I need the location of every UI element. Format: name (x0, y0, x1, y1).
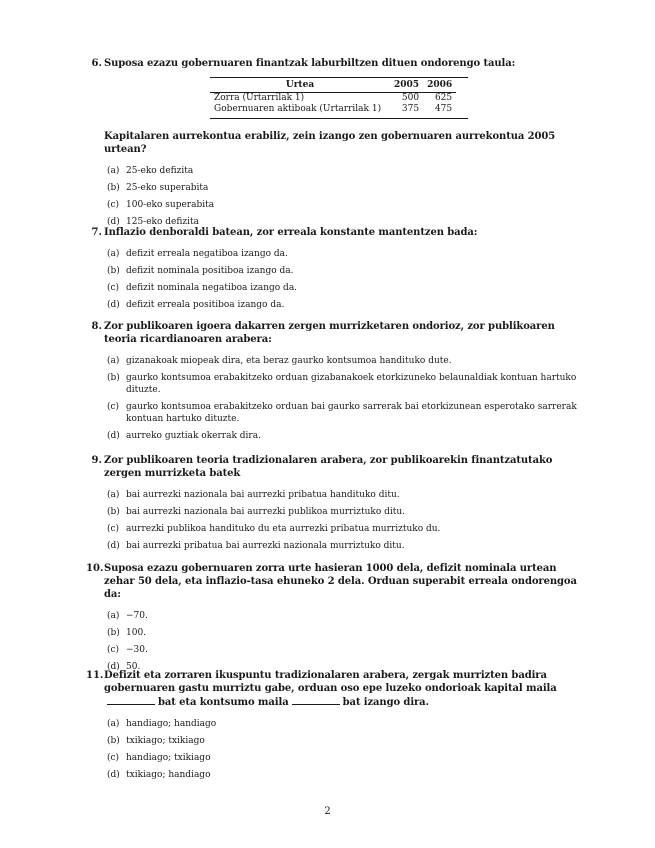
option-label: (c) (107, 524, 120, 534)
option-label: (b) (107, 507, 120, 517)
question-text: Zor publikoaren igoera dakarren zergen murrizketaren ondorioz, zor publikoaren teoria ricardianoaren arabera: (104, 321, 555, 345)
options-list (107, 610, 580, 673)
option-c[interactable] (107, 282, 580, 294)
option-label: (c) (107, 645, 120, 655)
question-number: 6. (91, 58, 102, 69)
option-b[interactable] (107, 506, 580, 518)
option-a[interactable] (107, 718, 580, 730)
option-label: (d) (107, 431, 120, 441)
question-text (104, 669, 580, 709)
option-text: bai aurrezki pribatua bai aurrezki nazionala murriztuko ditu. (126, 541, 405, 551)
option-label: (a) (107, 719, 120, 729)
option-text: 25-eko superabita (126, 183, 209, 193)
option-label: (b) (107, 373, 120, 383)
option-label: (d) (107, 770, 120, 780)
option-d[interactable] (107, 299, 580, 311)
table-header-cell: 2005 (390, 79, 423, 93)
option-text: gaurko kontsumoa erabakitzeko orduan bai gaurko sarrerak bai etorkizunean esperotako sarrerak kontuan hartuko dituzte. (126, 402, 577, 424)
question-text-part: bat izango dira. (342, 697, 429, 708)
option-label: (c) (107, 402, 120, 412)
question-text: Zor publikoaren teoria tradizionalaren arabera, zor publikoarekin finantzatutako zergen murrizketa batek (104, 455, 553, 479)
option-label: (a) (107, 611, 120, 621)
option-text: −30. (126, 645, 148, 655)
table-cell: 475 (434, 104, 453, 114)
option-text: 25-eko defizita (126, 166, 194, 176)
question-8 (86, 320, 580, 447)
table-top-rule (210, 77, 468, 78)
question-7 (86, 226, 580, 316)
question-6 (86, 57, 580, 70)
option-text: aurreko guztiak okerrak dira. (126, 431, 261, 441)
option-label: (d) (107, 662, 120, 672)
option-b[interactable] (107, 627, 580, 639)
option-c[interactable] (107, 199, 580, 211)
options-list (107, 248, 580, 311)
question-text: Suposa ezazu gobernuaren finantzak laburbiltzen dituen ondorengo taula: (104, 58, 516, 69)
table-row (210, 104, 456, 115)
question-text-part: Defizit eta zorraren ikuspuntu tradizionalaren arabera, zergak murrizten badira gobernuaren gastu murriztu gabe, orduan oso epe luzeko ondorioak kapital maila (104, 670, 557, 694)
option-label: (b) (107, 183, 120, 193)
option-text: handiago; txikiago (126, 753, 211, 763)
table-cell: Zorra (Urtarrilak 1) (214, 93, 305, 103)
question-text: Inflazio denboraldi batean, zor erreala konstante mantentzen bada: (104, 227, 478, 238)
option-a[interactable] (107, 248, 580, 260)
question-10 (86, 562, 580, 678)
option-c[interactable] (107, 644, 580, 656)
option-label: (d) (107, 300, 120, 310)
option-text: handiago; handiago (126, 719, 217, 729)
option-c[interactable] (107, 523, 580, 535)
answer-blank (292, 695, 340, 705)
option-label: (a) (107, 490, 120, 500)
question-number: 8. (91, 321, 102, 332)
option-text: bai aurrezki nazionala bai aurrezki publikoa murriztuko ditu. (126, 507, 406, 517)
option-text: bai aurrezki nazionala bai aurrezki pribatua handituko ditu. (126, 490, 400, 500)
option-a[interactable] (107, 355, 580, 367)
option-text: txikiago; txikiago (126, 736, 205, 746)
option-label: (b) (107, 736, 120, 746)
option-c[interactable] (107, 752, 580, 764)
option-label: (d) (107, 541, 120, 551)
option-label: (c) (107, 200, 120, 210)
question-number: 9. (91, 455, 102, 466)
option-d[interactable] (107, 430, 580, 442)
table-header-cell: Urtea (210, 79, 390, 93)
option-label: (d) (107, 217, 120, 227)
option-label: (c) (107, 283, 120, 293)
question-text-part: bat eta kontsumo maila (158, 697, 289, 708)
table-header-row (210, 79, 456, 93)
option-label: (a) (107, 249, 120, 259)
table-header-cell: 2006 (423, 79, 456, 93)
question-text: Kapitalaren aurrekontua erabiliz, zein izango zen gobernuaren aurrekontua 2005 urtean? (104, 131, 556, 155)
question-text: Suposa ezazu gobernuaren zorra urte hasieran 1000 dela, defizit nominala urtean zehar 50 dela, eta inflazio-tasa ehuneko 2 dela. Orduan superabit erreala ondorengoa da: (104, 563, 577, 600)
option-b[interactable] (107, 372, 580, 396)
option-a[interactable] (107, 610, 580, 622)
options-list (107, 718, 580, 781)
option-a[interactable] (107, 165, 580, 177)
option-label: (a) (107, 356, 120, 366)
option-text: −70. (126, 611, 148, 621)
question-11 (86, 669, 580, 786)
question-number: 7. (91, 227, 102, 238)
table-bottom-rule (210, 118, 468, 119)
option-text: defizit nominala positiboa izango da. (126, 266, 294, 276)
option-b[interactable] (107, 182, 580, 194)
option-a[interactable] (107, 489, 580, 501)
question-number: 11. (86, 670, 104, 681)
finance-table (210, 79, 456, 115)
question-9 (86, 454, 580, 557)
option-text: gizanakoak miopeak dira, eta beraz gaurko kontsumoa handituko dute. (126, 356, 452, 366)
options-list (107, 355, 580, 442)
option-label: (c) (107, 753, 120, 763)
option-b[interactable] (107, 735, 580, 747)
option-text: 100. (126, 628, 147, 638)
option-b[interactable] (107, 265, 580, 277)
question-number: 10. (86, 563, 104, 574)
option-text: txikiago; handiago (126, 770, 211, 780)
options-list (107, 489, 580, 552)
table-cell: 625 (434, 93, 453, 103)
option-label: (b) (107, 628, 120, 638)
option-label: (a) (107, 166, 120, 176)
option-d[interactable] (107, 769, 580, 781)
page-number: 2 (324, 806, 331, 817)
option-text: defizit erreala positiboa izango da. (126, 300, 285, 310)
option-text: 125-eko defizita (126, 217, 199, 227)
options-list (107, 165, 580, 228)
option-text: aurrezki publikoa handituko du eta aurrezki pribatua murriztuko du. (126, 524, 441, 534)
option-text: defizit nominala negatiboa izango da. (126, 283, 298, 293)
table-cell: Gobernuaren aktiboak (Urtarrilak 1) (214, 104, 382, 114)
option-text: defizit erreala negatiboa izango da. (126, 249, 288, 259)
option-text: 50. (126, 662, 141, 672)
option-c[interactable] (107, 401, 580, 425)
option-text: gaurko kontsumoa erabakitzeko orduan gizabanakoek etorkizuneko belaunaldiak kontuan hartuko dituzte. (126, 373, 577, 395)
question-6-prompt (86, 130, 580, 233)
option-label: (b) (107, 266, 120, 276)
answer-blank (107, 695, 155, 705)
table-row (210, 93, 456, 105)
option-text: 100-eko superabita (126, 200, 215, 210)
option-d[interactable] (107, 540, 580, 552)
table-cell: 500 (401, 93, 420, 103)
table-cell: 375 (401, 104, 420, 114)
